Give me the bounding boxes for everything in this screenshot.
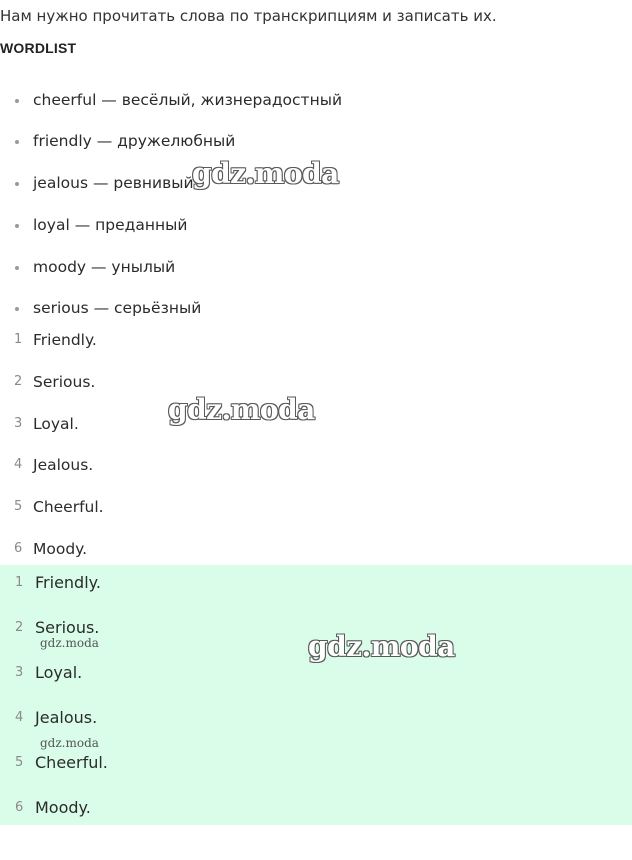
answer-panel-text: Loyal. [35, 663, 83, 682]
answer-text: Jealous. [33, 456, 94, 474]
answer-panel-number: 5 [15, 755, 24, 770]
answer-panel-text: Serious. [35, 618, 100, 637]
wordlist-item-text: cheerful — весёлый, жизнерадостный [33, 91, 343, 109]
answer-text: Moody. [33, 540, 88, 558]
answer-panel-number: 2 [15, 620, 24, 635]
answer-number: 4 [14, 457, 23, 472]
wordlist-item-text: loyal — преданный [33, 216, 188, 234]
answer-panel-text: Jealous. [35, 708, 98, 727]
answer-number: 3 [14, 416, 23, 431]
answer-text: Friendly. [33, 331, 97, 349]
wordlist-item-text: jealous — ревнивый [33, 174, 194, 192]
answer-panel-number: 6 [15, 800, 24, 815]
bullet-icon [15, 182, 19, 186]
answer-text: Serious. [33, 373, 96, 391]
watermark: gdz.moda [168, 393, 315, 426]
wordlist-heading: WORDLIST [0, 40, 77, 56]
answer-number: 6 [14, 541, 23, 556]
bullet-icon [15, 307, 19, 311]
answer-text: Loyal. [33, 415, 79, 433]
wordlist-item-text: friendly — дружелюбный [33, 132, 236, 150]
answer-panel-number: 3 [15, 665, 24, 680]
answer-panel-text: Cheerful. [35, 753, 108, 772]
wordlist-item-text: moody — унылый [33, 258, 176, 276]
bullet-icon [15, 99, 19, 103]
answer-number: 1 [14, 332, 23, 347]
answer-panel-number: 4 [15, 710, 24, 725]
answer-panel [0, 565, 632, 825]
answer-panel-text: Moody. [35, 798, 91, 817]
watermark: gdz.moda [40, 636, 99, 650]
answer-number: 2 [14, 374, 23, 389]
intro-text: Нам нужно прочитать слова по транскрипциям и записать их. [0, 7, 497, 25]
bullet-icon [15, 224, 19, 228]
answer-number: 5 [14, 499, 23, 514]
answer-text: Cheerful. [33, 498, 104, 516]
answer-panel-text: Friendly. [35, 573, 101, 592]
answer-panel-number: 1 [15, 575, 24, 590]
watermark: gdz.moda [40, 736, 99, 750]
wordlist-item-text: serious — серьёзный [33, 299, 202, 317]
bullet-icon [15, 140, 19, 144]
watermark: gdz.moda [308, 630, 455, 663]
watermark: gdz.moda [192, 157, 339, 190]
bullet-icon [15, 266, 19, 270]
